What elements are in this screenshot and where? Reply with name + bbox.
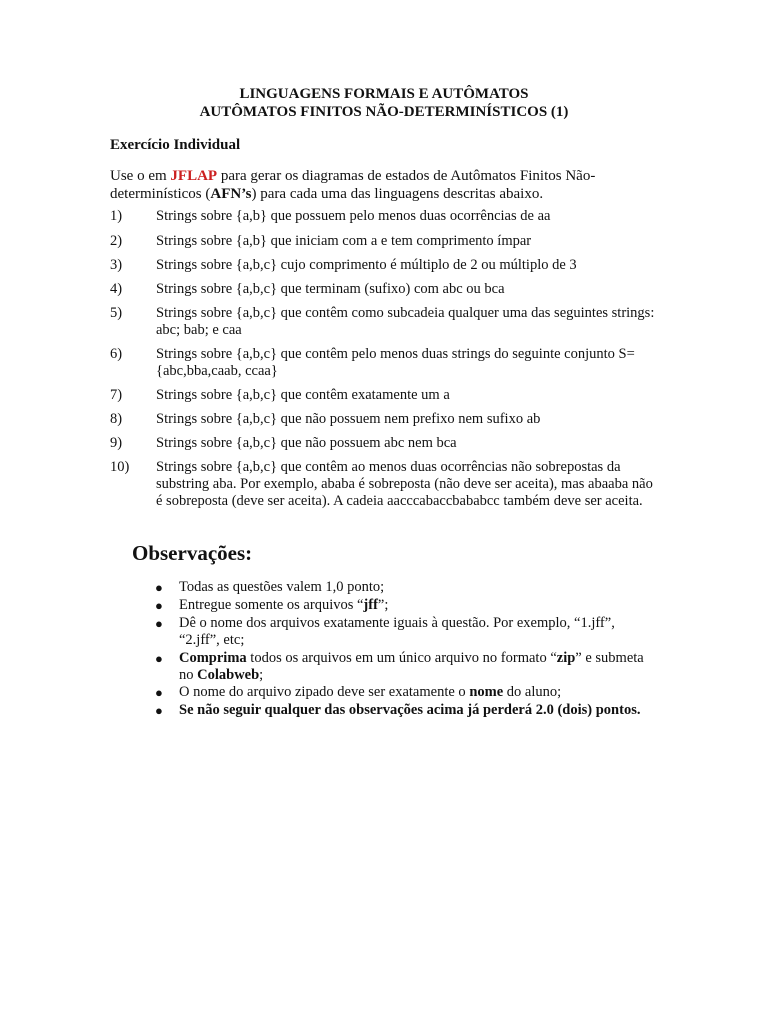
bullet-text	[179, 650, 655, 684]
exercise-item-4	[110, 281, 655, 298]
item-text: Strings sobre {a,b,c} que contêm ao menos duas ocorrências não sobrepostas da substring aba. Por exemplo, ababa é sobreposta (não deve ser aceita), mas abaaba não é sobreposta (deve ser aceita). A cadeia aacccabaccbababcc também deve ser aceita.	[156, 459, 653, 509]
item-text: Strings sobre {a,b,c} que contêm como subcadeia qualquer uma das seguintes strings: abc; bab; e caa	[156, 305, 655, 338]
bullet-text: Dê o nome dos arquivos exatamente iguais à questão. Por exemplo, “1.jff”, “2.jff”, etc;	[179, 615, 615, 648]
afns-highlight: AFN’s	[210, 186, 252, 202]
item-text: Strings sobre {a,b} que iniciam com a e tem comprimento ímpar	[156, 233, 532, 249]
bullet-bold-comprima: Comprima	[179, 650, 247, 666]
intro-text-3: ) para cada uma das linguagens descritas abaixo.	[251, 186, 544, 202]
intro-text-2: para gerar os diagramas de estados de Autômatos Finitos Não-determinísticos (	[110, 168, 596, 202]
item-text: Strings sobre {a,b,c} cujo comprimento é múltiplo de 2 ou múltiplo de 3	[156, 257, 577, 273]
bullet-text-part: ”;	[377, 597, 389, 613]
item-number: 10)	[110, 459, 130, 475]
bullet-bold-jff: jff	[363, 597, 378, 613]
bullet-dot-icon: ●	[155, 598, 163, 613]
bullet-text-warning: Se não seguir qualquer das observações acima já perderá 2.0 (dois) pontos.	[179, 702, 641, 718]
exercise-item-1	[110, 208, 655, 225]
exercise-item-6	[110, 346, 655, 380]
bullet-text-part: todos os arquivos em um único arquivo no formato “	[246, 650, 557, 666]
item-text: Strings sobre {a,b} que possuem pelo menos duas ocorrências de aa	[156, 208, 551, 224]
item-number: 9)	[110, 435, 123, 451]
item-text: Strings sobre {a,b,c} que contêm pelo menos duas strings do seguinte conjunto S={abc,bba,caab, ccaa}	[156, 346, 635, 379]
observation-bullet-2	[155, 597, 655, 614]
bullet-dot-icon: ●	[155, 580, 163, 595]
document-title: LINGUAGENS FORMAIS E AUTÔMATOS	[239, 86, 529, 102]
bullet-text-part: ” e submeta no	[179, 650, 644, 683]
observacoes-heading: Observações:	[132, 541, 253, 565]
item-number: 2)	[110, 233, 123, 249]
exercise-item-2	[110, 233, 655, 250]
item-number: 1)	[110, 208, 123, 224]
intro-text-1: Use o em	[110, 168, 171, 184]
bullet-dot-icon: ●	[155, 651, 163, 666]
observation-bullet-1	[155, 579, 655, 596]
bullet-bold-zip: zip	[556, 650, 576, 666]
item-number: 8)	[110, 411, 123, 427]
bullet-text	[179, 597, 655, 614]
bullet-text-part: O nome do arquivo zipado deve ser exatamente o	[179, 684, 470, 700]
intro-paragraph	[110, 167, 635, 203]
exercise-item-5	[110, 305, 655, 339]
item-text: Strings sobre {a,b,c} que contêm exatamente um a	[156, 387, 450, 403]
bullet-text	[179, 684, 655, 701]
item-number: 3)	[110, 257, 123, 273]
bullet-dot-icon: ●	[155, 703, 163, 718]
document-subtitle: AUTÔMATOS FINITOS NÃO-DETERMINÍSTICOS (1)	[199, 104, 569, 120]
exercise-item-9	[110, 435, 655, 452]
bullet-dot-icon: ●	[155, 685, 163, 700]
bullet-bold-colabweb: Colabweb	[197, 667, 260, 683]
bullet-text-part: Entregue somente os arquivos “	[179, 597, 364, 613]
bullet-text: Todas as questões valem 1,0 ponto;	[179, 579, 385, 595]
jflap-highlight: JFLAP	[170, 168, 218, 184]
item-text: Strings sobre {a,b,c} que terminam (sufixo) com abc ou bca	[156, 281, 505, 297]
item-number: 7)	[110, 387, 123, 403]
exercise-item-8	[110, 411, 655, 428]
observation-bullet-4	[155, 650, 655, 684]
bullet-dot-icon: ●	[155, 616, 163, 631]
bullet-text-part: ;	[259, 667, 264, 683]
section-heading-exercicio: Exercício Individual	[110, 137, 241, 153]
exercise-item-3	[110, 257, 655, 274]
bullet-text-part: do aluno;	[503, 684, 562, 700]
item-number: 5)	[110, 305, 123, 321]
item-number: 6)	[110, 346, 123, 362]
bullet-bold-nome: nome	[469, 684, 504, 700]
observation-bullet-5	[155, 684, 655, 701]
exercise-item-7	[110, 387, 655, 404]
observation-bullet-6	[155, 702, 655, 719]
item-number: 4)	[110, 281, 123, 297]
observation-bullet-3	[155, 615, 655, 649]
exercise-item-10	[110, 459, 655, 510]
item-text: Strings sobre {a,b,c} que não possuem nem prefixo nem sufixo ab	[156, 411, 541, 427]
item-text: Strings sobre {a,b,c} que não possuem abc nem bca	[156, 435, 457, 451]
